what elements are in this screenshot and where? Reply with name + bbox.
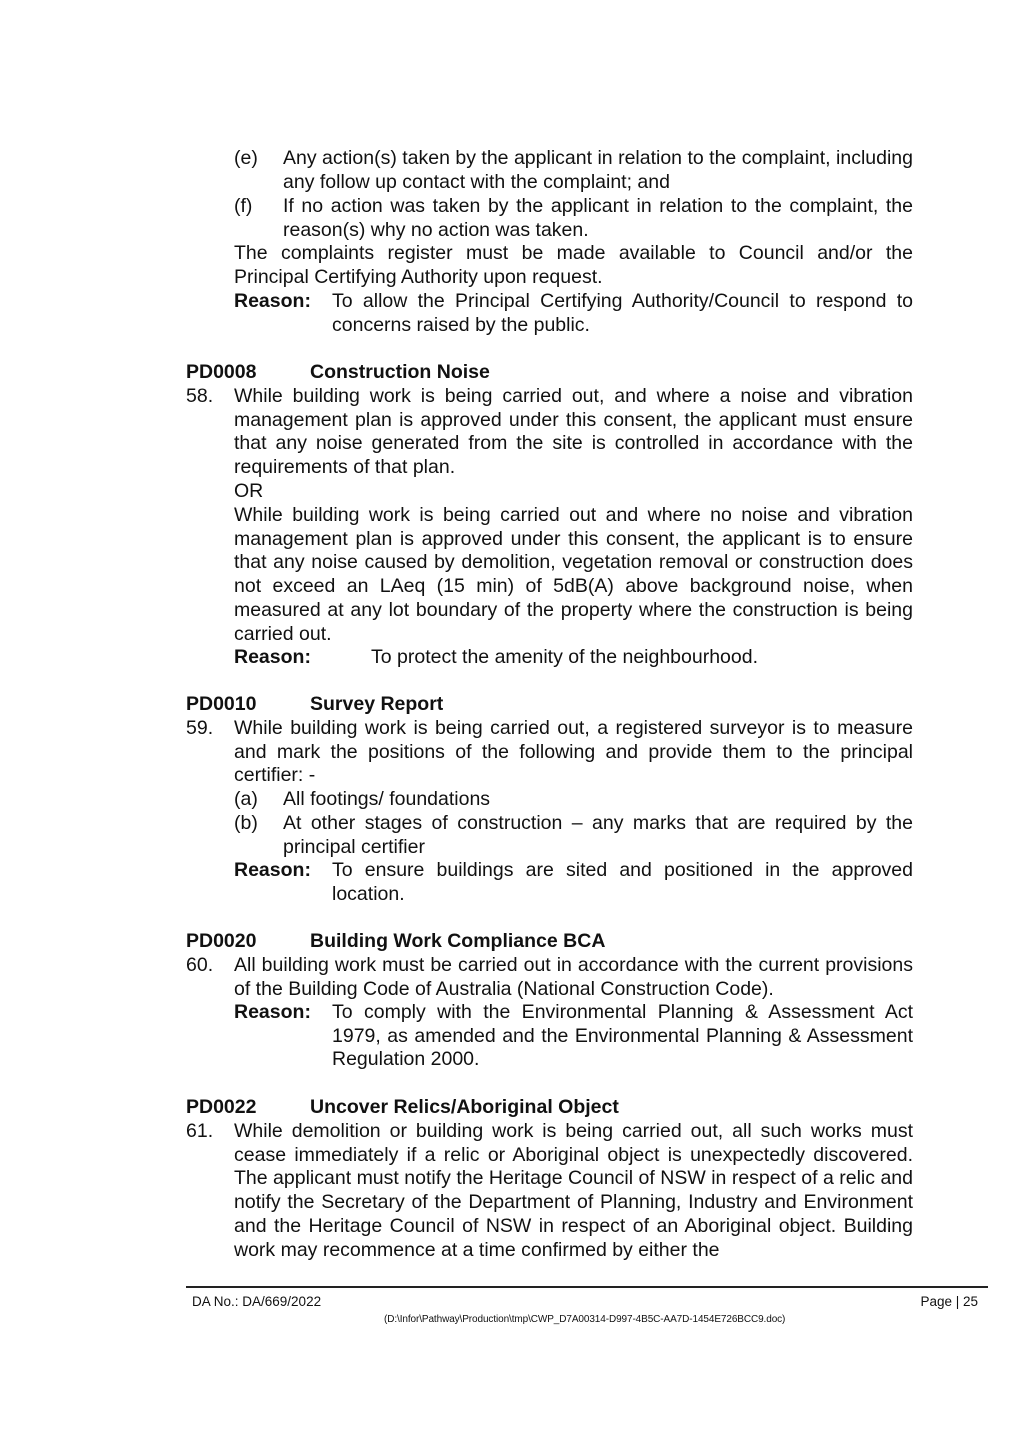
condition-number-58: 58. [186,385,214,407]
list-item-e: Any action(s) taken by the applicant in relation to the complaint, including any follow up contact with the complaint; and [283,147,913,193]
reason-text: To protect the amenity of the neighbourhood. [371,646,759,668]
reason-label: Reason: [234,1001,311,1023]
reason-text: To allow the Principal Certifying Authority/Council to respond to concerns raised by the public. [332,290,913,336]
condition-58-or: OR [234,480,264,502]
condition-58-paragraph-1: While building work is being carried out, and where a noise and vibration management plan is approved under this consent, the applicant must ensure that any noise generated from the site is controlled in accordance with the requirements of that plan. [234,385,913,479]
list-label-a: (a) [234,788,258,810]
condition-number-61: 61. [186,1120,214,1142]
condition-60-paragraph: All building work must be carried out in accordance with the current provisions of the Building Code of Australia (National Construction Code). [234,954,913,1000]
condition-number-60: 60. [186,954,214,976]
condition-number-59: 59. [186,717,214,739]
list-label-b: (b) [234,812,258,834]
section-title: Construction Noise [310,361,490,383]
section-code: PD0010 [186,693,257,715]
condition-59-paragraph: While building work is being carried out, a registered surveyor is to measure and mark the positions of the following and provide them to the principal certifier: - [234,717,913,787]
section-title: Uncover Relics/Aboriginal Object [310,1096,619,1118]
condition-58-paragraph-2: While building work is being carried out and where no noise and vibration management plan is approved under this consent, the applicant is to ensure that any noise caused by demolition, vegetation removal or construction does not exceed an LAeq (15 min) of 5dB(A) above background noise, when measured at any lot boundary of the property where the construction is being carried out. [234,504,913,645]
list-label-e: (e) [234,147,258,169]
footer-da-number: DA No.: DA/669/2022 [192,1294,322,1309]
section-code: PD0008 [186,361,257,383]
footer-file-path: (D:\Infor\Pathway\Production\tmp\CWP_D7A00314-D997-4B5C-AA7D-1454E726BCC9.doc) [384,1314,786,1325]
reason-label: Reason: [234,290,311,312]
section-title: Survey Report [310,693,444,715]
reason-label: Reason: [234,859,311,881]
list-item-f: If no action was taken by the applicant in relation to the complaint, the reason(s) why no action was taken. [283,195,913,241]
reason-text: To comply with the Environmental Planning & Assessment Act 1979, as amended and the Environmental Planning & Assessment Regulation 2000. [332,1001,913,1071]
section-title: Building Work Compliance BCA [310,930,606,952]
section-code: PD0020 [186,930,257,952]
footer-page-number: Page | 25 [920,1294,978,1309]
complaints-paragraph: The complaints register must be made available to Council and/or the Principal Certifying Authority upon request. [234,242,913,288]
footer-divider [186,1286,988,1288]
list-item-b: At other stages of construction – any marks that are required by the principal certifier [283,812,913,858]
reason-text: To ensure buildings are sited and positioned in the approved location. [332,859,913,905]
section-code: PD0022 [186,1096,257,1118]
list-item-a: All footings/ foundations [283,788,491,810]
list-label-f: (f) [234,195,253,217]
condition-61-paragraph: While demolition or building work is being carried out, all such works must cease immediately if a relic or Aboriginal object is unexpectedly discovered. The applicant must notify the Heritage Council of NSW in respect of a relic and notify the Secretary of the Department of Planning, Industry and Environment and the Heritage Council of NSW in respect of an Aboriginal object. Building work may recommence at a time confirmed by either the [234,1120,913,1261]
reason-label: Reason: [234,646,311,668]
